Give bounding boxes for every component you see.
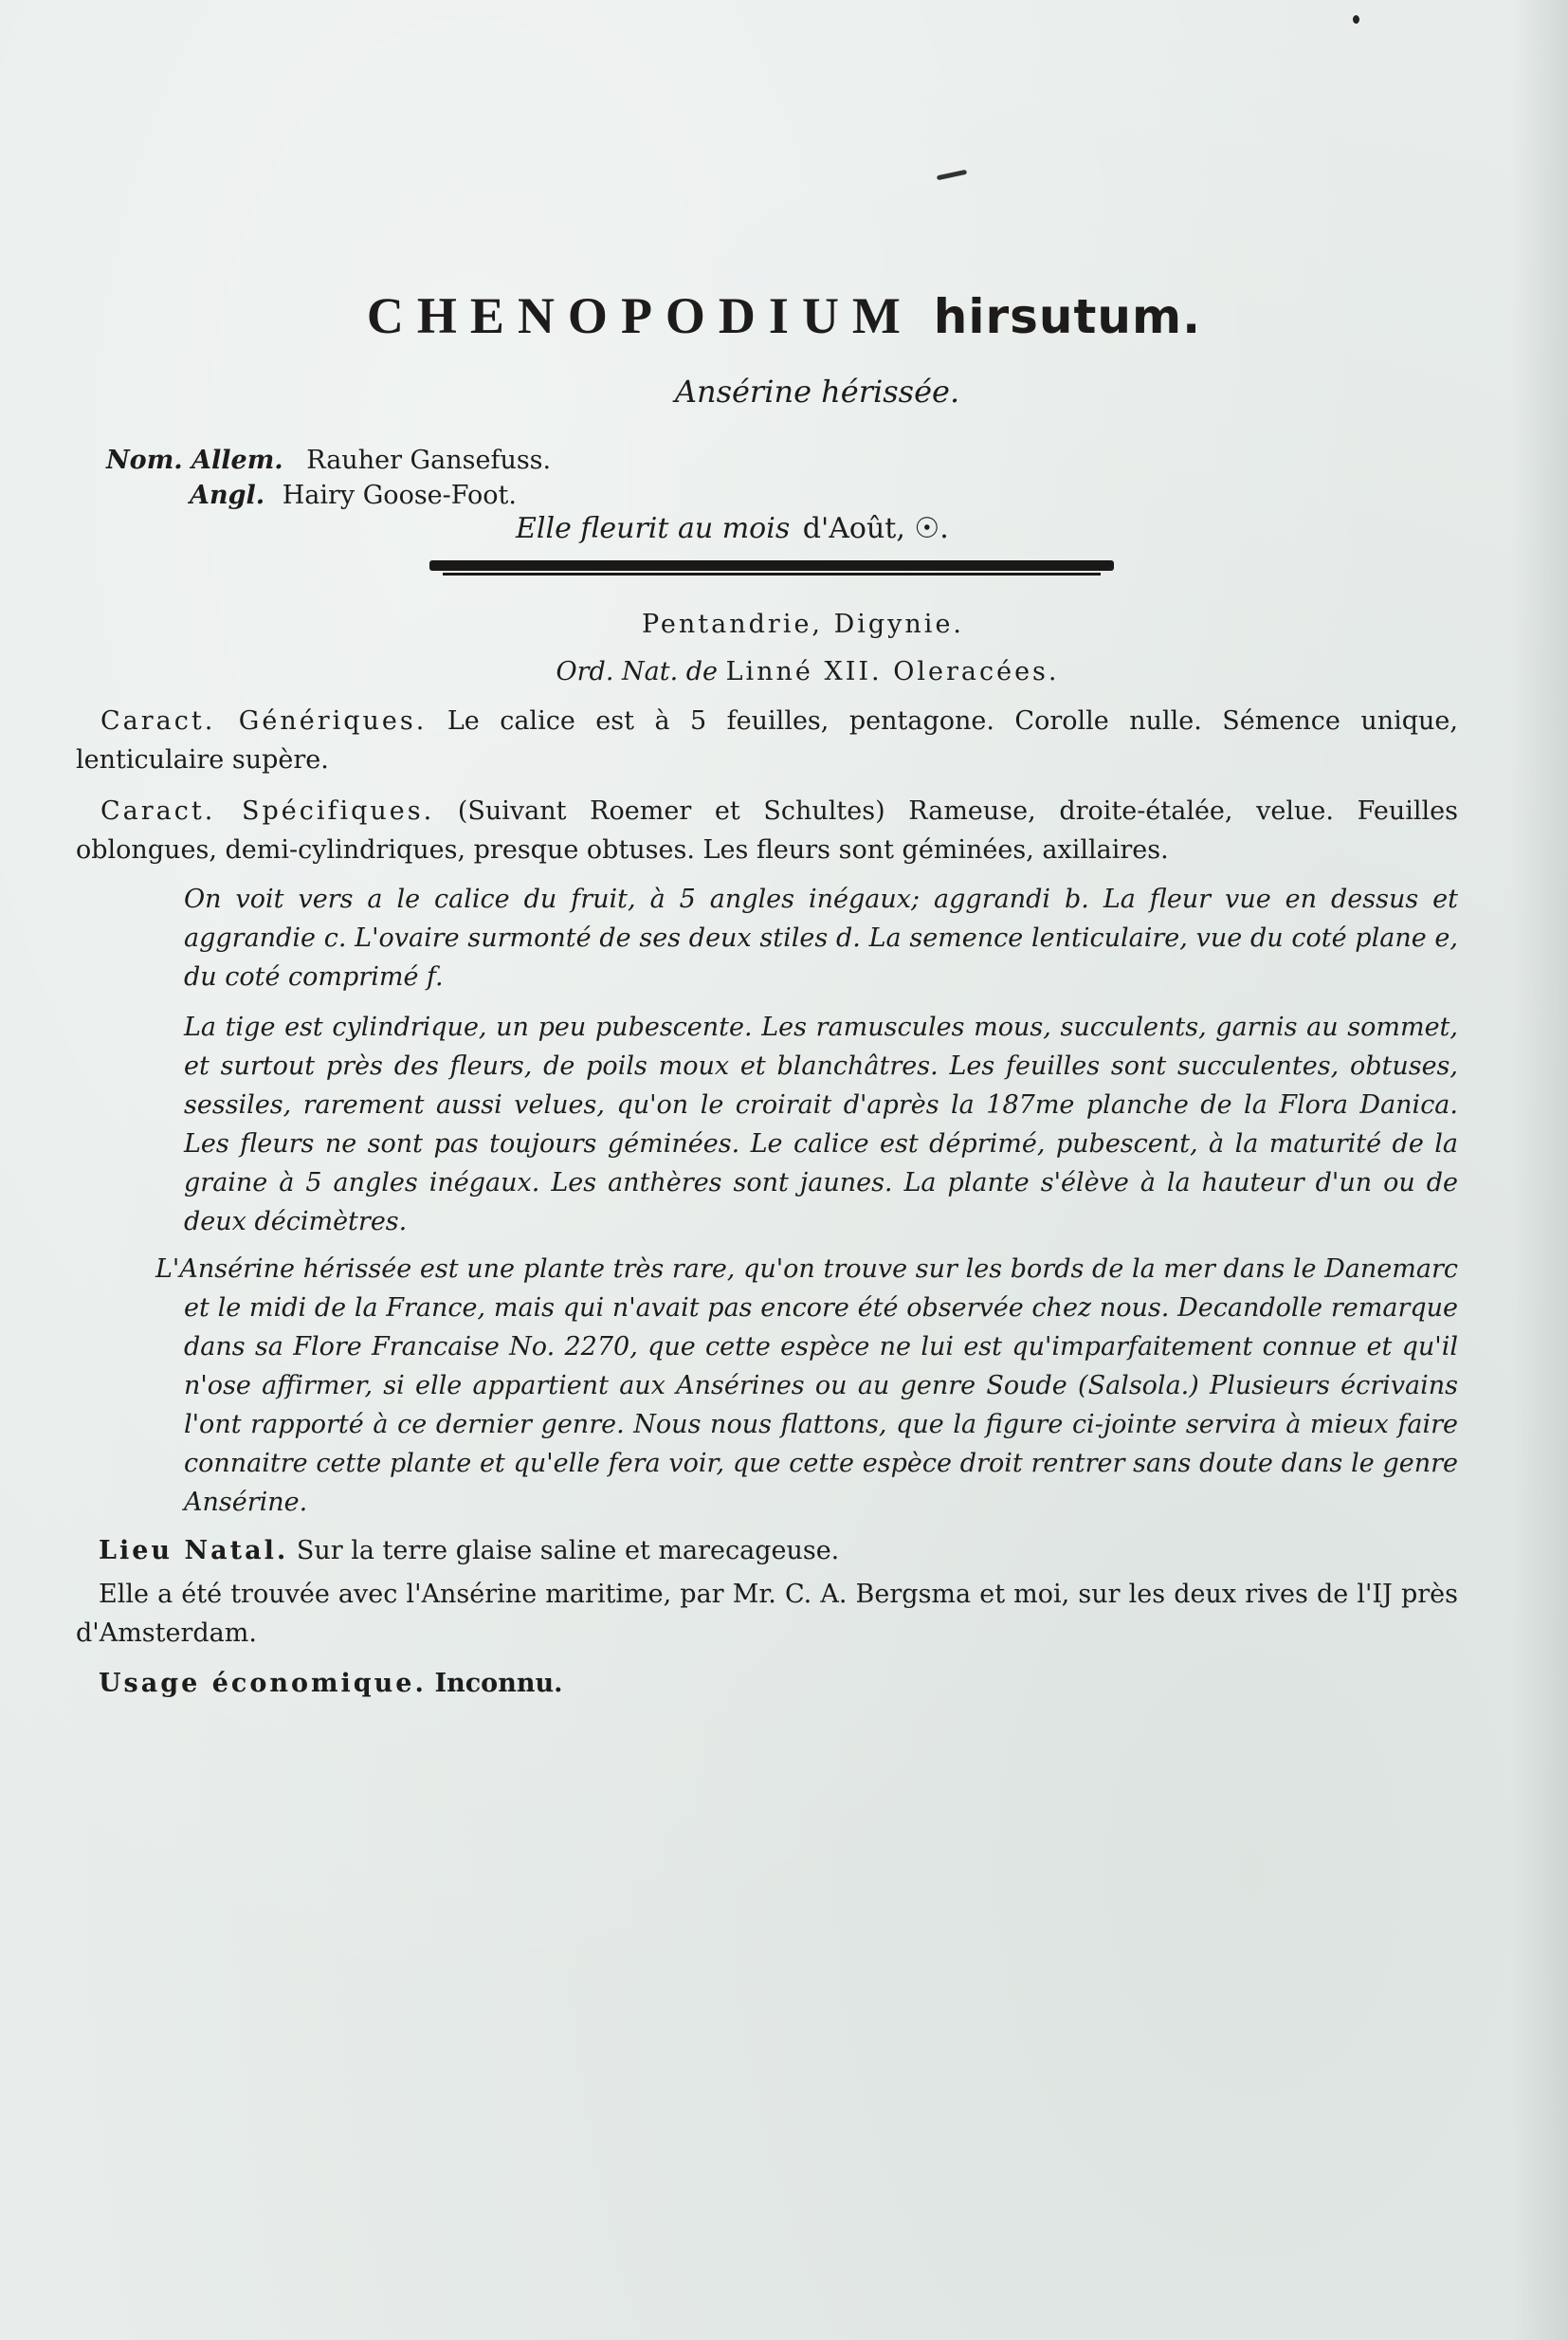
usage-label: Usage économique. xyxy=(99,1669,427,1698)
classification-line1: Pentandrie, Digynie. xyxy=(641,610,965,639)
generic-label: Caract. Génériques. xyxy=(100,706,428,736)
habitat-line xyxy=(99,1532,1458,1571)
classification-ordnat: Ord. Nat. de xyxy=(556,657,718,686)
specific-text: (Suivant Roemer et Schultes) Rameuse, droite-étalée, velue. Feuilles oblongues, demi-cylindriques, presque obtuses. Les fleurs sont géminées, axillaires. xyxy=(76,796,1458,865)
name-angl-label: Angl. xyxy=(190,481,265,510)
habitat-text: Sur la terre glaise saline et marecageuse. xyxy=(296,1536,840,1565)
page-edge-shadow xyxy=(1511,0,1568,2340)
rule-thick xyxy=(429,560,1114,571)
habitat-label: Lieu Natal. xyxy=(99,1536,289,1565)
name-angl-row xyxy=(190,477,517,515)
flowering-plain: d'Août, ☉. xyxy=(802,512,949,545)
specific-label: Caract. Spécifiques. xyxy=(100,796,435,826)
classification-line2 xyxy=(0,653,1568,691)
ink-speck xyxy=(1353,15,1359,24)
page-subtitle: Ansérine hérissée. xyxy=(674,374,960,410)
flowering-italic: Elle fleurit au mois xyxy=(516,512,791,545)
classification-linne: Linné XII. Oleracées. xyxy=(725,657,1060,686)
usage-text: Inconnu. xyxy=(434,1669,563,1698)
section-rule xyxy=(429,560,1114,577)
stem-description: La tige est cylindrique, un peu pubescente. Les ramuscules mous, succulents, garnis au sommet, et surtout près des fleurs, de poils moux et blanchâtres. Les feuilles sont succulentes, obtuses, sessiles, rarement aussi velues, qu'on le croirait d'après la 187me planche de la Flora Danica. Les fleurs ne sont pas toujours géminées. Le calice est déprimé, pubescent, à la maturité de la graine à 5 angles inégaux. Les anthères sont jaunes. La plante s'élève à la hauteur d'un ou de deux décimètres. xyxy=(184,1013,1458,1236)
name-angl-value: Hairy Goose-Foot. xyxy=(282,481,517,510)
title-genus: CHENOPODIUM xyxy=(366,287,914,344)
usage-line xyxy=(99,1665,1458,1704)
specific-characters xyxy=(76,793,1458,869)
figure-description: On voit vers a le calice du fruit, à 5 angles inégaux; aggrandi b. La fleur vue en dessus et aggrandie c. L'ovaire surmonté de ses deux stiles d. La semence lenticulaire, vue du coté plane e, du coté comprimé f. xyxy=(184,885,1458,992)
ink-mark xyxy=(937,170,967,181)
flowering-line xyxy=(516,510,949,548)
rule-thin xyxy=(443,573,1101,576)
page-title xyxy=(0,284,1568,345)
rarity-description: L'Ansérine hérissée est une plante très rare, qu'on trouve sur les bords de la mer dans le Danemarc et le midi de la France, mais qui n'avait pas encore été observée chez nous. Decandolle remarque dans sa Flore Francaise No. 2270, que cette espèce ne lui est qu'imparfaitement connue et qu'il n'ose affirmer, si elle appartient aux Ansérines ou au genre Soude (Salsola.) Plusieurs écrivains l'ont rapporté à ce dernier genre. Nous nous flattons, que la figure ci-jointe servira à mieux faire connaitre cette plante et qu'elle fera voir, que cette espèce droit rentrer sans doute dans le genre Ansérine. xyxy=(155,1254,1458,1517)
name-allem-row xyxy=(106,442,551,480)
generic-text: Le calice est à 5 feuilles, pentagone. Corolle nulle. Sémence unique, lenticulaire supère. xyxy=(76,706,1458,775)
found-paragraph: Elle a été trouvée avec l'Ansérine maritime, par Mr. C. A. Bergsma et moi, sur les deux rives de l'IJ près d'Amsterdam. xyxy=(76,1580,1458,1648)
name-allem-label: Nom. Allem. xyxy=(106,446,283,475)
title-species: hirsutum. xyxy=(933,289,1202,344)
generic-characters xyxy=(76,703,1458,779)
name-allem-value: Rauher Gansefuss. xyxy=(306,446,552,475)
